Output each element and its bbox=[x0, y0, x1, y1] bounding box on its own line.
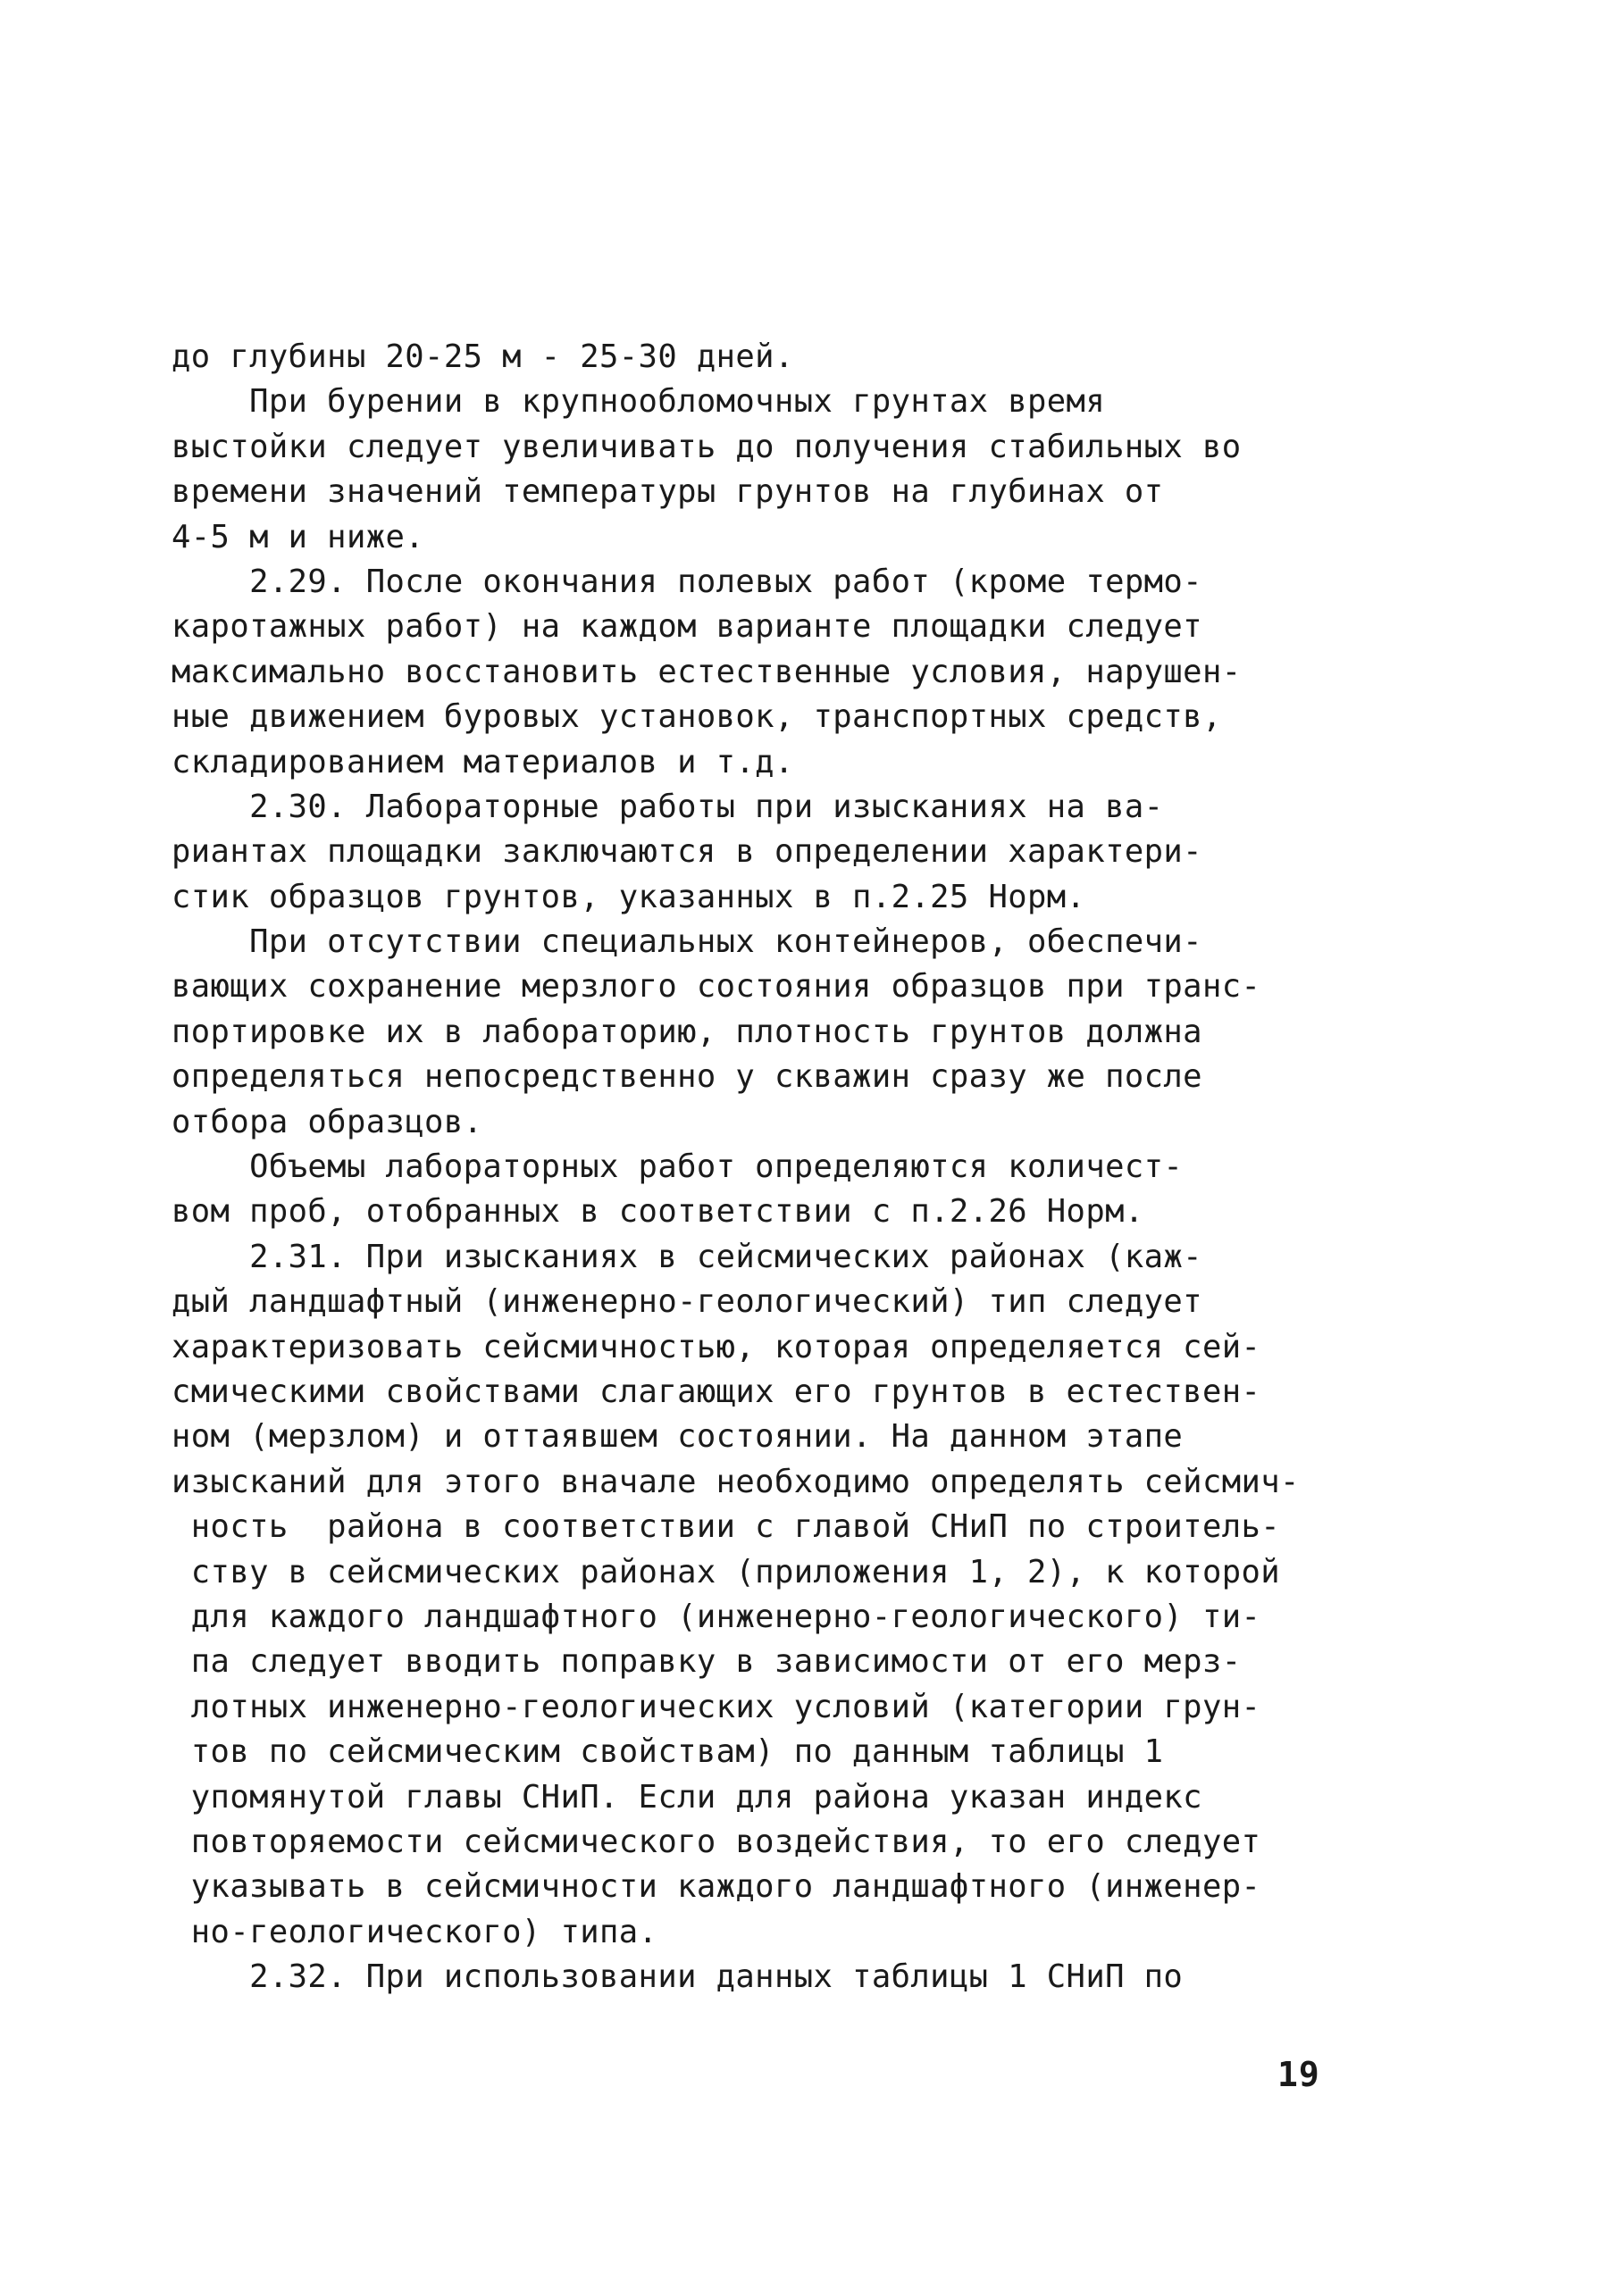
text-line: отбора образцов. bbox=[172, 1103, 483, 1140]
text-line: упомянутой главы СНиП. Если для района указан индекс bbox=[172, 1778, 1202, 1816]
page-number: 19 bbox=[1277, 2055, 1320, 2094]
text-line: портировке их в лабораторию, плотность грунтов должна bbox=[172, 1013, 1202, 1050]
text-line: При отсутствии специальных контейнеров, обеспечи- bbox=[172, 923, 1202, 961]
text-line: до глубины 20-25 м - 25-30 дней. bbox=[172, 338, 794, 375]
text-line: 2.31. При изысканиях в сейсмических районах (каж- bbox=[172, 1238, 1202, 1275]
text-line: для каждого ландшафтного (инженерно-геологического) ти- bbox=[172, 1598, 1261, 1635]
text-line: 2.29. После окончания полевых работ (кроме термо- bbox=[172, 563, 1202, 600]
text-line: времени значений температуры грунтов на глубинах от bbox=[172, 473, 1164, 511]
text-line: указывать в сейсмичности каждого ландшафтного (инженер- bbox=[172, 1868, 1261, 1906]
text-line: складированием материалов и т.д. bbox=[172, 743, 794, 781]
text-line: ные движением буровых установок, транспортных средств, bbox=[172, 698, 1222, 736]
text-line: 2.30. Лабораторные работы при изысканиях на ва- bbox=[172, 788, 1164, 825]
text-line: вающих сохранение мерзлого состояния образцов при транс- bbox=[172, 968, 1261, 1006]
text-line: выстойки следует увеличивать до получения стабильных во bbox=[172, 428, 1242, 465]
text-line: риантах площадки заключаются в определении характери- bbox=[172, 833, 1202, 871]
text-line: 4-5 м и ниже. bbox=[172, 518, 425, 555]
text-line: лотных инженерно-геологических условий (категории грун- bbox=[172, 1688, 1261, 1725]
text-line: но-геологического) типа. bbox=[172, 1913, 658, 1950]
text-line: При бурении в крупнообломочных грунтах время bbox=[172, 383, 1106, 421]
text-line: ность района в соответствии с главой СНиП по строитель- bbox=[172, 1508, 1281, 1546]
text-line: повторяемости сейсмического воздействия, то его следует bbox=[172, 1823, 1261, 1860]
text-line: дый ландшафтный (инженерно-геологический) тип следует bbox=[172, 1283, 1202, 1321]
text-line: вом проб, отобранных в соответствии с п.2.26 Норм. bbox=[172, 1193, 1144, 1231]
text-line: ном (мерзлом) и оттаявшем состоянии. На данном этапе bbox=[172, 1418, 1184, 1456]
text-line: Объемы лабораторных работ определяются количест- bbox=[172, 1148, 1184, 1186]
text-line: 2.32. При использовании данных таблицы 1 СНиП по bbox=[172, 1958, 1184, 1996]
text-line: максимально восстановить естественные условия, нарушен- bbox=[172, 653, 1242, 690]
text-line: изысканий для этого вначале необходимо определять сейсмич- bbox=[172, 1463, 1300, 1500]
text-line: тов по сейсмическим свойствам) по данным таблицы 1 bbox=[172, 1733, 1164, 1771]
text-line: каротажных работ) на каждом варианте площадки следует bbox=[172, 608, 1202, 646]
text-line: стик образцов грунтов, указанных в п.2.25 Норм. bbox=[172, 878, 1086, 915]
body-text bbox=[172, 335, 1404, 2000]
text-line: ству в сейсмических районах (приложения 1, 2), к которой bbox=[172, 1553, 1281, 1591]
text-line: определяться непосредственно у скважин сразу же после bbox=[172, 1058, 1202, 1096]
text-line: характеризовать сейсмичностью, которая определяется сей- bbox=[172, 1328, 1261, 1365]
text-line: смическими свойствами слагающих его грунтов в естествен- bbox=[172, 1373, 1261, 1410]
text-line: па следует вводить поправку в зависимости от его мерз- bbox=[172, 1643, 1242, 1681]
